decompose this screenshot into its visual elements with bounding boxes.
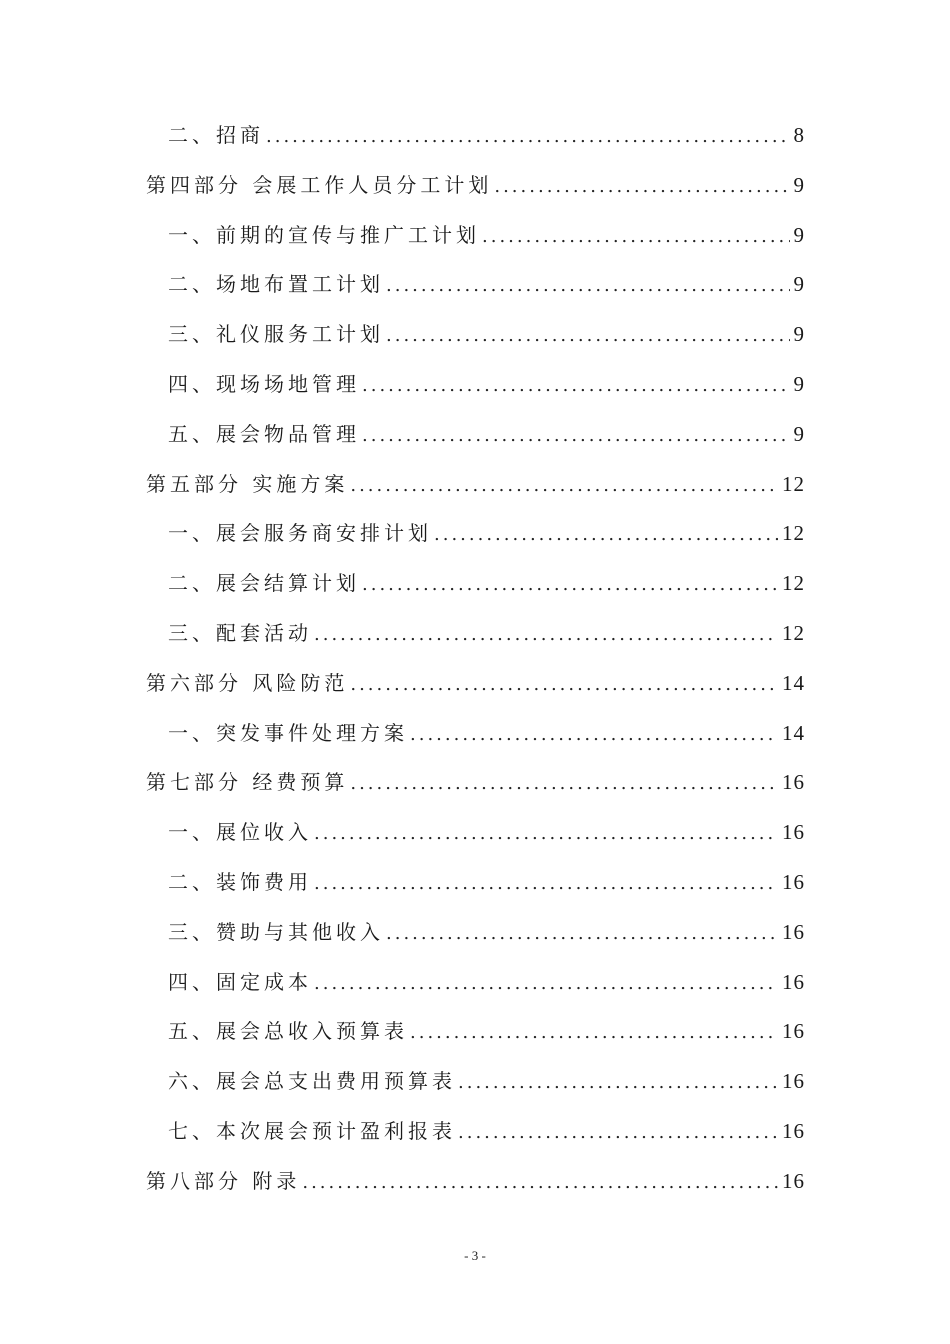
toc-entry-page-number: 16 — [782, 1019, 805, 1044]
toc-entry-page-number: 9 — [793, 172, 805, 197]
toc-entry-page-number: 16 — [782, 870, 805, 894]
toc-section-entry[interactable] — [168, 965, 805, 999]
toc-entry-title: 四、现场场地管理 — [168, 372, 360, 396]
toc-entry-page-number: 12 — [782, 621, 805, 645]
toc-dot-leader — [314, 817, 778, 851]
toc-entry-title: 第八部分 附录 — [146, 1168, 301, 1193]
toc-entry-title: 第七部分 经费预算 — [146, 770, 349, 795]
toc-entry-title: 二、展会结算计划 — [168, 571, 360, 596]
toc-section-entry[interactable] — [168, 118, 805, 152]
toc-dot-leader — [314, 618, 778, 652]
toc-section-entry[interactable] — [168, 915, 805, 949]
toc-entry-title: 五、展会总收入预算表 — [168, 1019, 408, 1044]
toc-entry-page-number: 9 — [793, 272, 805, 297]
toc-dot-leader — [362, 419, 790, 453]
toc-dot-leader — [458, 1116, 778, 1150]
toc-entry-title: 三、礼仪服务工计划 — [168, 322, 384, 347]
toc-section-entry[interactable] — [168, 417, 805, 451]
page-number: - 3 - — [464, 1248, 486, 1263]
toc-entry-title: 一、展会服务商安排计划 — [168, 521, 432, 546]
toc-entry-page-number: 9 — [793, 421, 805, 446]
toc-entry-page-number: 16 — [782, 770, 805, 795]
toc-entry-page-number: 9 — [793, 222, 805, 247]
toc-section-entry[interactable] — [168, 865, 805, 899]
toc-dot-leader — [350, 469, 778, 503]
toc-part-entry[interactable] — [146, 467, 805, 501]
toc-entry-title: 一、前期的宣传与推广工计划 — [168, 222, 480, 247]
toc-dot-leader — [410, 718, 778, 752]
toc-entry-page-number: 16 — [782, 1119, 805, 1143]
toc-entry-title: 三、赞助与其他收入 — [168, 919, 384, 944]
toc-dot-leader — [314, 967, 778, 1001]
toc-section-entry[interactable] — [168, 267, 805, 301]
toc-section-entry[interactable] — [168, 516, 805, 550]
toc-entry-title: 三、配套活动 — [168, 621, 312, 645]
toc-dot-leader — [350, 668, 778, 702]
toc-section-entry[interactable] — [168, 616, 805, 650]
toc-section-entry[interactable] — [168, 1014, 805, 1048]
toc-part-entry[interactable] — [146, 1164, 805, 1198]
toc-section-entry[interactable] — [168, 1114, 805, 1148]
toc-dot-leader — [362, 568, 778, 602]
toc-dot-leader — [350, 767, 778, 801]
toc-entry-title: 七、本次展会预计盈利报表 — [168, 1119, 456, 1143]
toc-entry-title: 一、突发事件处理方案 — [168, 720, 408, 745]
toc-part-entry[interactable] — [146, 666, 805, 700]
toc-entry-title: 第五部分 实施方案 — [146, 471, 349, 496]
toc-dot-leader — [314, 867, 778, 901]
toc-dot-leader — [266, 120, 790, 154]
toc-entry-page-number: 14 — [782, 720, 805, 745]
toc-entry-title: 二、装饰费用 — [168, 870, 312, 894]
toc-dot-leader — [434, 518, 778, 552]
toc-part-entry[interactable] — [146, 765, 805, 799]
toc-section-entry[interactable] — [168, 317, 805, 351]
toc-dot-leader — [386, 319, 790, 353]
toc-section-entry[interactable] — [168, 1064, 805, 1098]
toc-entry-page-number: 12 — [782, 521, 805, 546]
toc-entry-page-number: 16 — [782, 820, 805, 845]
toc-entry-page-number: 12 — [782, 471, 805, 496]
toc-entry-page-number: 16 — [782, 1069, 805, 1094]
toc-entry-page-number: 12 — [782, 571, 805, 596]
toc-entry-page-number: 14 — [782, 670, 805, 695]
toc-section-entry[interactable] — [168, 815, 805, 849]
toc-entry-title: 第六部分 风险防范 — [146, 670, 349, 695]
toc-section-entry[interactable] — [168, 716, 805, 750]
toc-dot-leader — [458, 1066, 778, 1100]
toc-dot-leader — [386, 269, 790, 303]
toc-dot-leader — [362, 369, 790, 403]
toc-entry-page-number: 16 — [782, 1168, 805, 1193]
toc-dot-leader — [482, 220, 790, 254]
toc-dot-leader — [386, 917, 778, 951]
toc-entry-title: 五、展会物品管理 — [168, 421, 360, 446]
toc-section-entry[interactable] — [168, 566, 805, 600]
toc-entry-title: 四、固定成本 — [168, 969, 312, 994]
toc-entry-page-number: 16 — [782, 919, 805, 944]
toc-dot-leader — [410, 1016, 778, 1050]
toc-entry-title: 二、招商 — [168, 123, 264, 147]
toc-entry-title: 一、展位收入 — [168, 820, 312, 845]
toc-entry-title: 六、展会总支出费用预算表 — [168, 1069, 456, 1094]
toc-dot-leader — [494, 170, 789, 204]
toc-entry-page-number: 8 — [793, 123, 805, 147]
toc-entry-page-number: 16 — [782, 969, 805, 994]
toc-entry-title: 二、场地布置工计划 — [168, 272, 384, 297]
toc-dot-leader — [302, 1166, 778, 1200]
toc-entry-page-number: 9 — [793, 372, 805, 396]
toc-section-entry[interactable] — [168, 218, 805, 252]
toc-part-entry[interactable] — [146, 168, 805, 202]
toc-section-entry[interactable] — [168, 367, 805, 401]
toc-entry-title: 第四部分 会展工作人员分工计划 — [146, 172, 493, 197]
toc-entry-page-number: 9 — [793, 322, 805, 347]
